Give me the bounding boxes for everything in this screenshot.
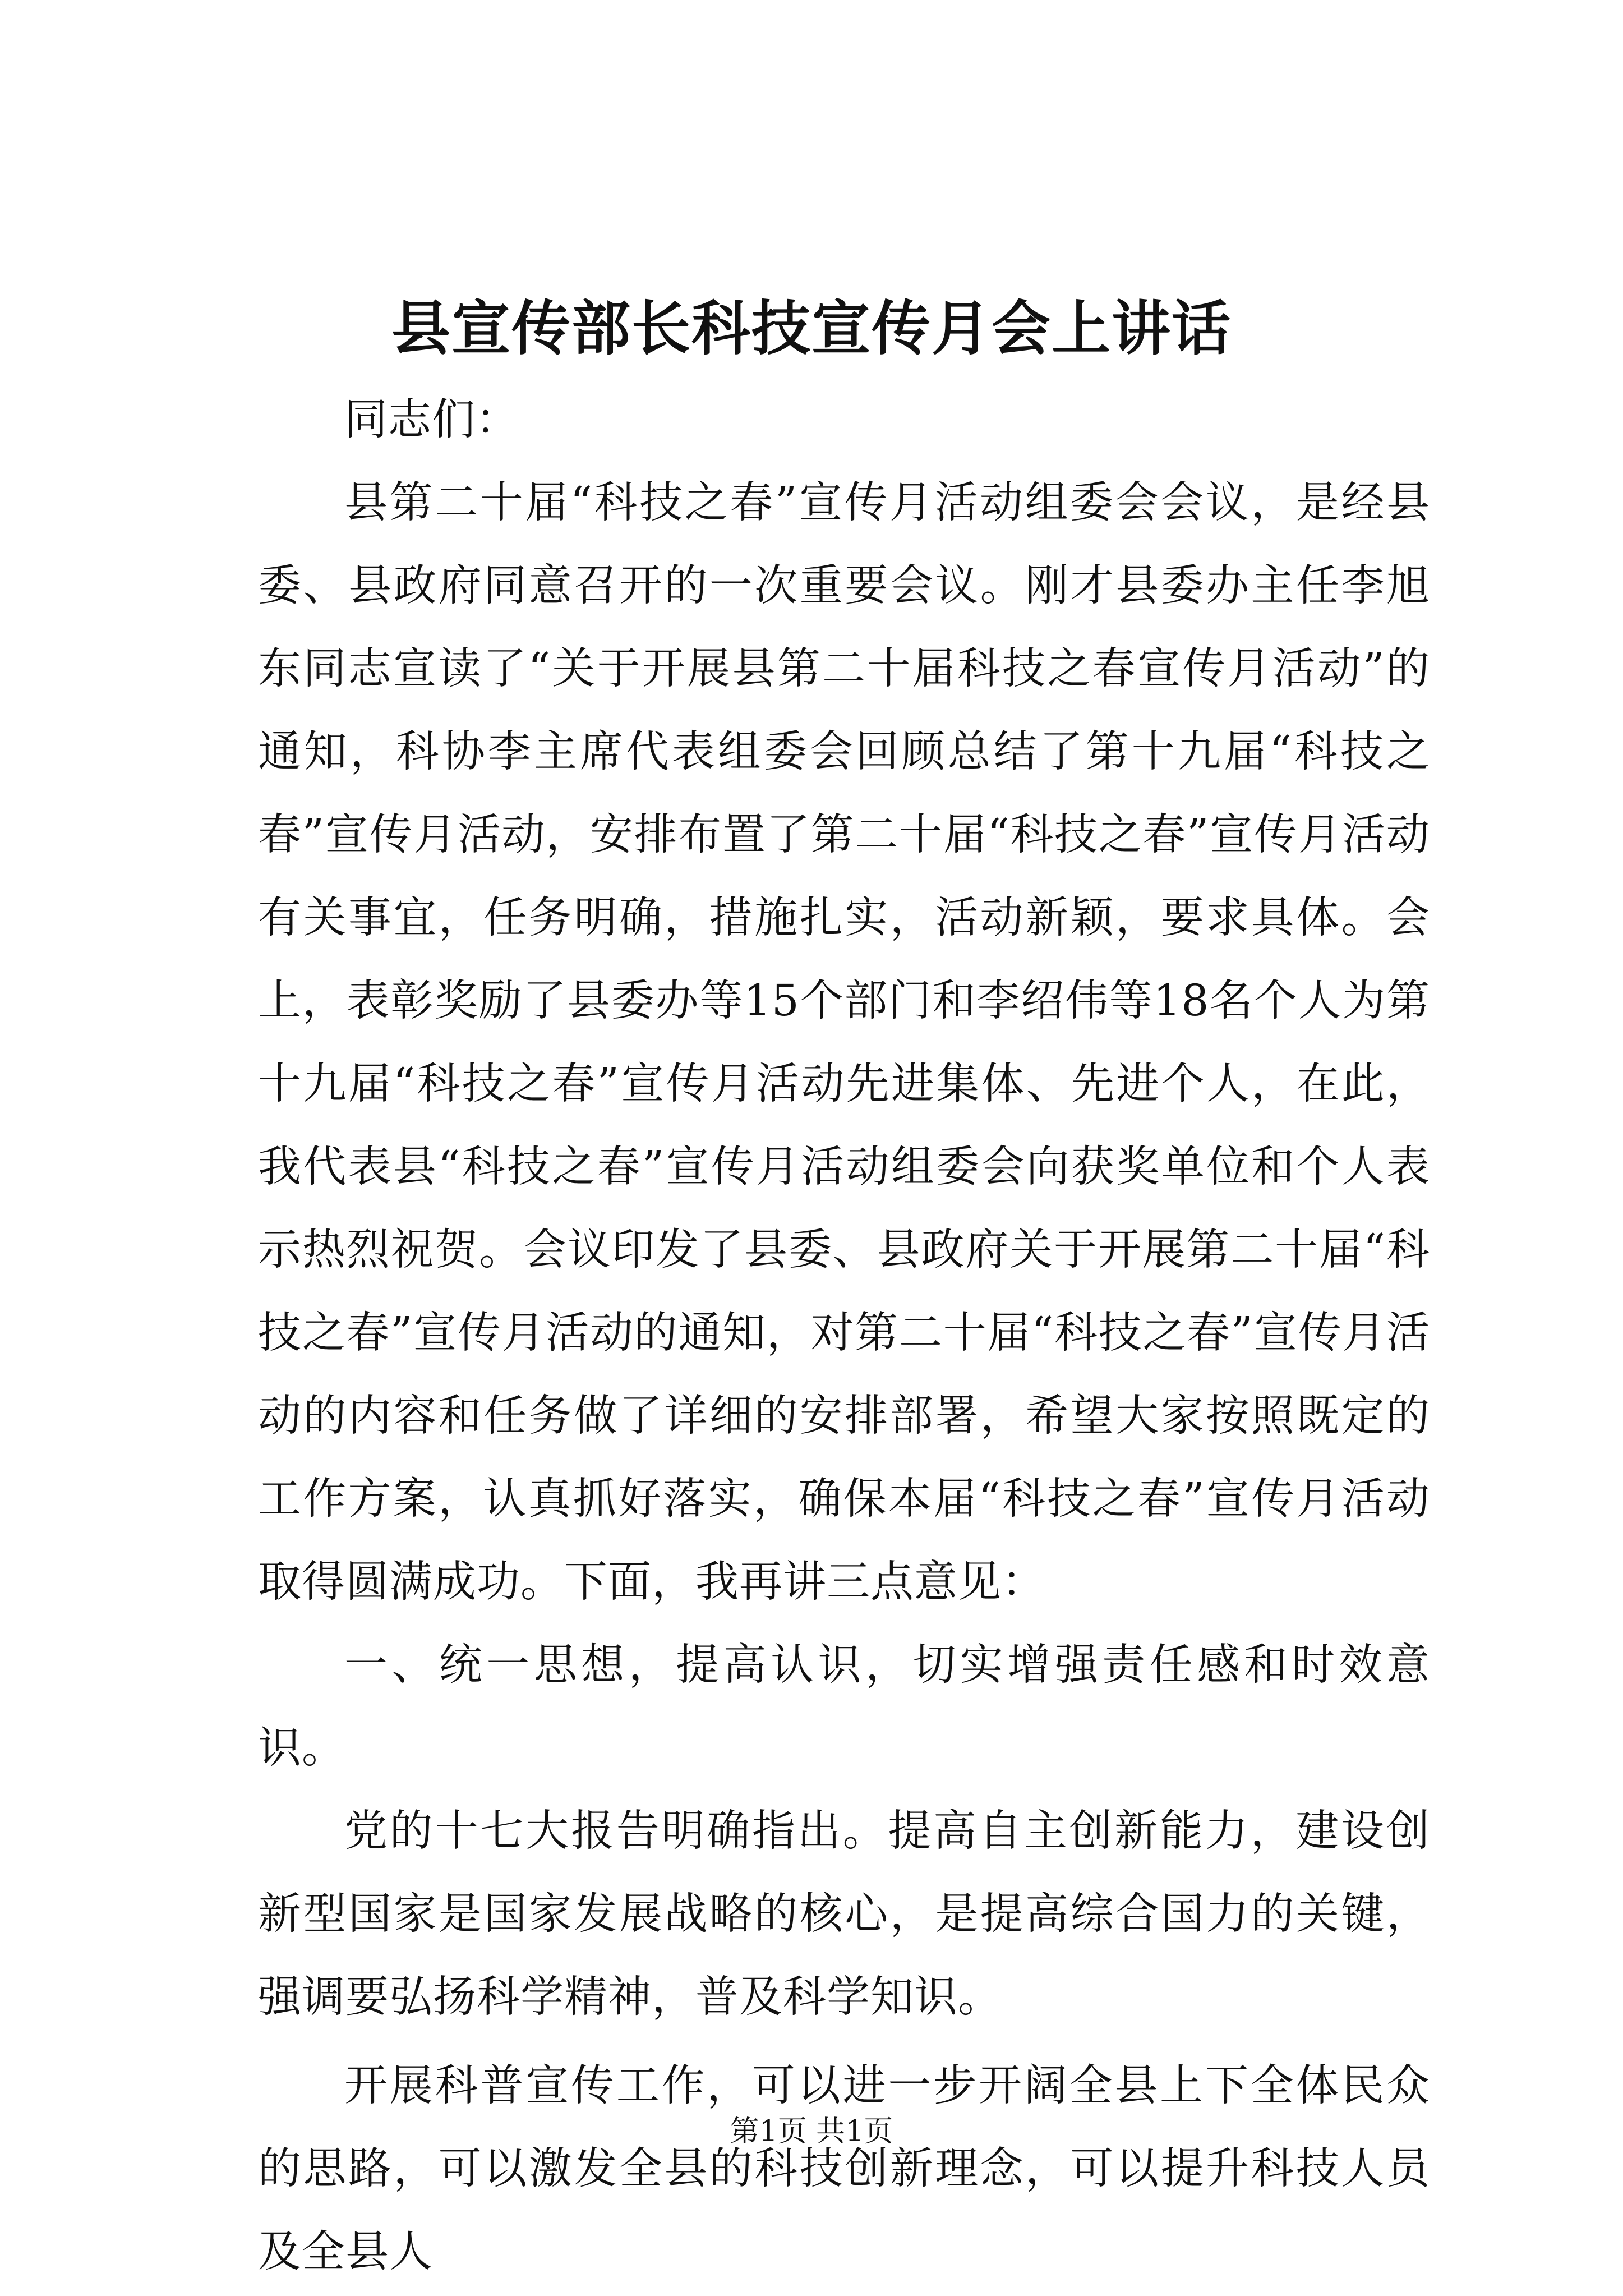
document-title: 县宣传部长科技宣传月会上讲话 <box>391 293 1232 363</box>
body-paragraph: 开展科普宣传工作，可以进一步开阔全县上下全体民众的思路，可以激发全县的科技创新理念，可以提升科技人员及全县人 <box>258 2061 1430 2277</box>
document-body <box>258 379 1430 2294</box>
section-heading-paragraph: 一、统一思想，提高认识，切实增强责任感和时效意识。 <box>258 1640 1430 1773</box>
opening-paragraph: 县第二十届“科技之春”宣传月活动组委会会议，是经县委、县政府同意召开的一次重要会议。刚才县委办主任李旭东同志宣读了“关于开展县第二十届科技之春宣传月活动”的通知，科协李主席代表组委会回顾总结了第十九届“科技之春”宣传月活动，安排布置了第二十届“科技之春”宣传月活动有关事宜，任务明确，措施扎实，活动新颖，要求具体。会上，表彰奖励了县委办等15个部门和李绍伟等18名个人为第十九届“科技之春”宣传月活动先进集体、先进个人，在此，我代表县“科技之春”宣传月活动组委会向获奖单位和个人表示热烈祝贺。会议印发了县委、县政府关于开展第二十届“科技之春”宣传月活动的通知，对第二十届“科技之春”宣传月活动的内容和任务做了详细的安排部署，希望大家按照既定的工作方案，认真抓好落实，确保本届“科技之春”宣传月活动取得圆满成功。下面，我再讲三点意见： <box>258 478 1430 1607</box>
body-paragraph: 党的十七大报告明确指出。提高自主创新能力，建设创新型国家是国家发展战略的核心，是提高综合国力的关键，强调要弘扬科学精神，普及科学知识。 <box>258 1806 1430 2022</box>
page-footer: 第1页 共1页 <box>730 2115 893 2148</box>
salutation-paragraph: 同志们： <box>344 395 519 445</box>
